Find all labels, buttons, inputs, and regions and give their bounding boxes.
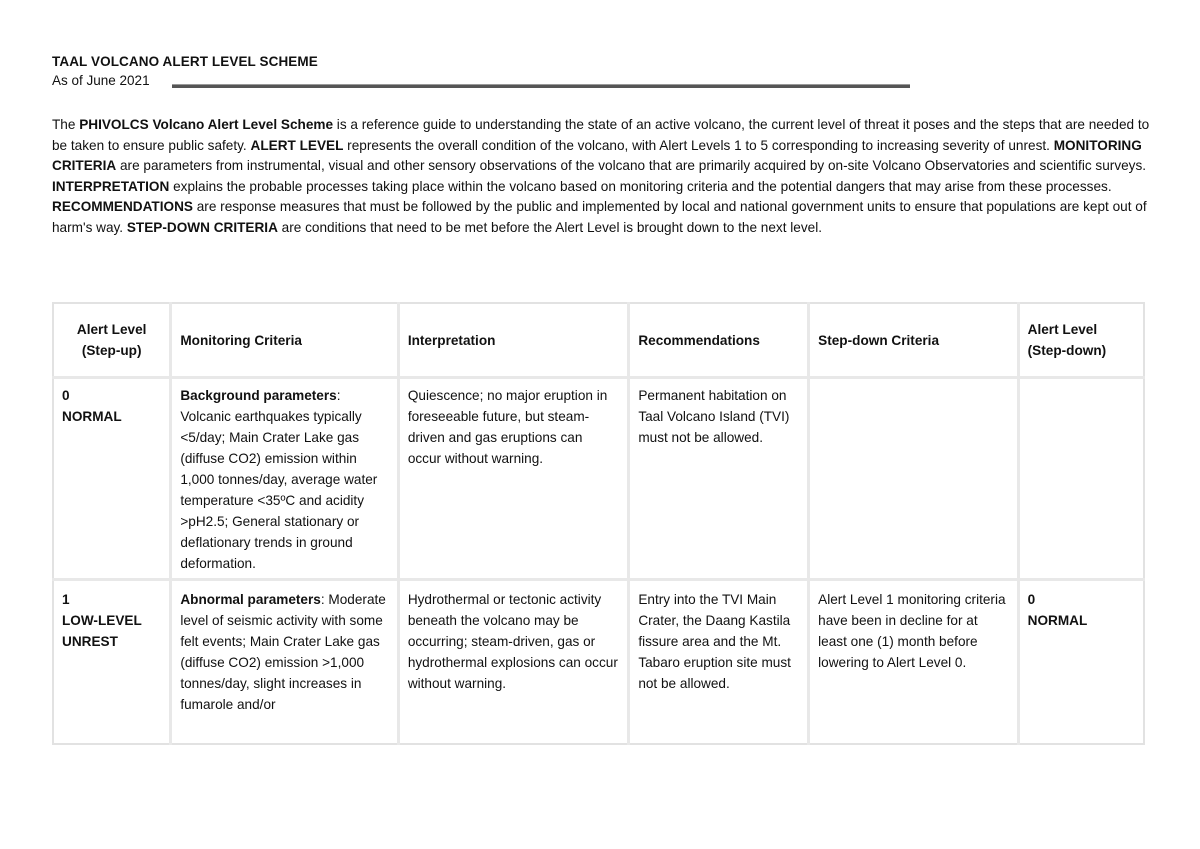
term-monitoring-criteria: MONITORING CRITERIA — [52, 137, 1142, 173]
criteria-text: : Moderate level of seismic activity with some felt events; Main Crater Lake gas (diffuse CO2) emission >1,000 tonnes/day, slight increases in fumarole and/or — [180, 592, 386, 712]
level-number: 1 — [62, 592, 70, 607]
table-row — [53, 580, 1144, 745]
level-number: 0 — [62, 388, 70, 403]
document-subtitle: As of June 2021 — [52, 73, 150, 88]
level-name: LOW-LEVEL UNREST — [62, 613, 142, 649]
criteria-text: : Volcanic earthquakes typically <5/day; Main Crater Lake gas (diffuse CO2) emission within 1,000 tonnes/day, average water temperature <35ºC and acidity >pH2.5; General stationary or deflationary trends in ground deformation. — [180, 388, 378, 571]
recommendations-cell: Entry into the TVI Main Crater, the Daang Kastila fissure area and the Mt. Tabaro eruption site must not be allowed. — [629, 580, 809, 745]
intro-paragraph: The PHIVOLCS Volcano Alert Level Scheme is a reference guide to understanding the state of an active volcano, the current level of threat it poses and the steps that are needed to be taken to ensure public safety. ALERT LEVEL represents the overall condition of the volcano, with Alert Levels 1 to 5 corresponding to increasing severity of unrest. MONITORING CRITERIA are parameters from instrumental, visual and other sensory observations of the volcano that are primarily acquired by on-site Volcano Observatories and scientific surveys. INTERPRETATION explains the probable processes taking place within the volcano based on monitoring criteria and the potential dangers that may arise from these processes. RECOMMENDATIONS are response measures that must be followed by the public and implemented by local and national government units to ensure that populations are kept out of harm's way. STEP-DOWN CRITERIA are conditions that need to be met before the Alert Level is brought down to the next level. — [52, 117, 1150, 235]
term-alert-level: ALERT LEVEL — [250, 137, 344, 153]
step-down-level-cell — [1018, 580, 1144, 745]
step-down-criteria-cell — [809, 378, 1018, 580]
term-recommendations: RECOMMENDATIONS — [52, 199, 193, 214]
header-step-down-criteria: Step-down Criteria — [809, 303, 1018, 378]
alert-level-cell — [53, 580, 171, 745]
criteria-heading: Abnormal parameters — [180, 592, 321, 607]
term-interpretation: INTERPRETATION — [52, 178, 170, 194]
criteria-heading: Background parameters — [180, 388, 337, 403]
header-step-up: Alert Level (Step-up) — [53, 303, 171, 378]
alert-level-cell — [53, 378, 171, 580]
title-underline — [172, 84, 910, 88]
subtitle-row — [52, 73, 912, 91]
level-name: NORMAL — [62, 409, 122, 424]
term-scheme: PHIVOLCS Volcano Alert Level Scheme — [79, 117, 334, 132]
alert-level-table — [52, 302, 1145, 745]
table-row — [53, 378, 1144, 580]
level-name: NORMAL — [1027, 613, 1088, 628]
recommendations-cell: Permanent habitation on Taal Volcano Island (TVI) must not be allowed. — [629, 378, 809, 580]
monitoring-cell — [171, 378, 398, 580]
step-down-level-cell — [1018, 378, 1144, 580]
document-title: TAAL VOLCANO ALERT LEVEL SCHEME — [52, 54, 318, 69]
interpretation-cell: Hydrothermal or tectonic activity beneath the volcano may be occurring; steam-driven, gas or hydrothermal explosions can occur without warning. — [398, 580, 629, 745]
monitoring-cell — [171, 580, 398, 745]
step-down-criteria-cell: Alert Level 1 monitoring criteria have been in decline for at least one (1) month before lowering to Alert Level 0. — [809, 580, 1018, 745]
header-recommendations: Recommendations — [629, 303, 809, 378]
level-number: 0 — [1027, 592, 1036, 607]
header-monitoring: Monitoring Criteria — [171, 303, 398, 378]
table-header-row — [53, 303, 1144, 378]
term-step-down-criteria: STEP-DOWN CRITERIA — [126, 219, 278, 235]
header-step-down: Alert Level (Step-down) — [1018, 303, 1144, 378]
interpretation-cell: Quiescence; no major eruption in foreseeable future, but steam-driven and gas eruptions can occur without warning. — [398, 378, 629, 580]
header-interpretation: Interpretation — [398, 303, 629, 378]
